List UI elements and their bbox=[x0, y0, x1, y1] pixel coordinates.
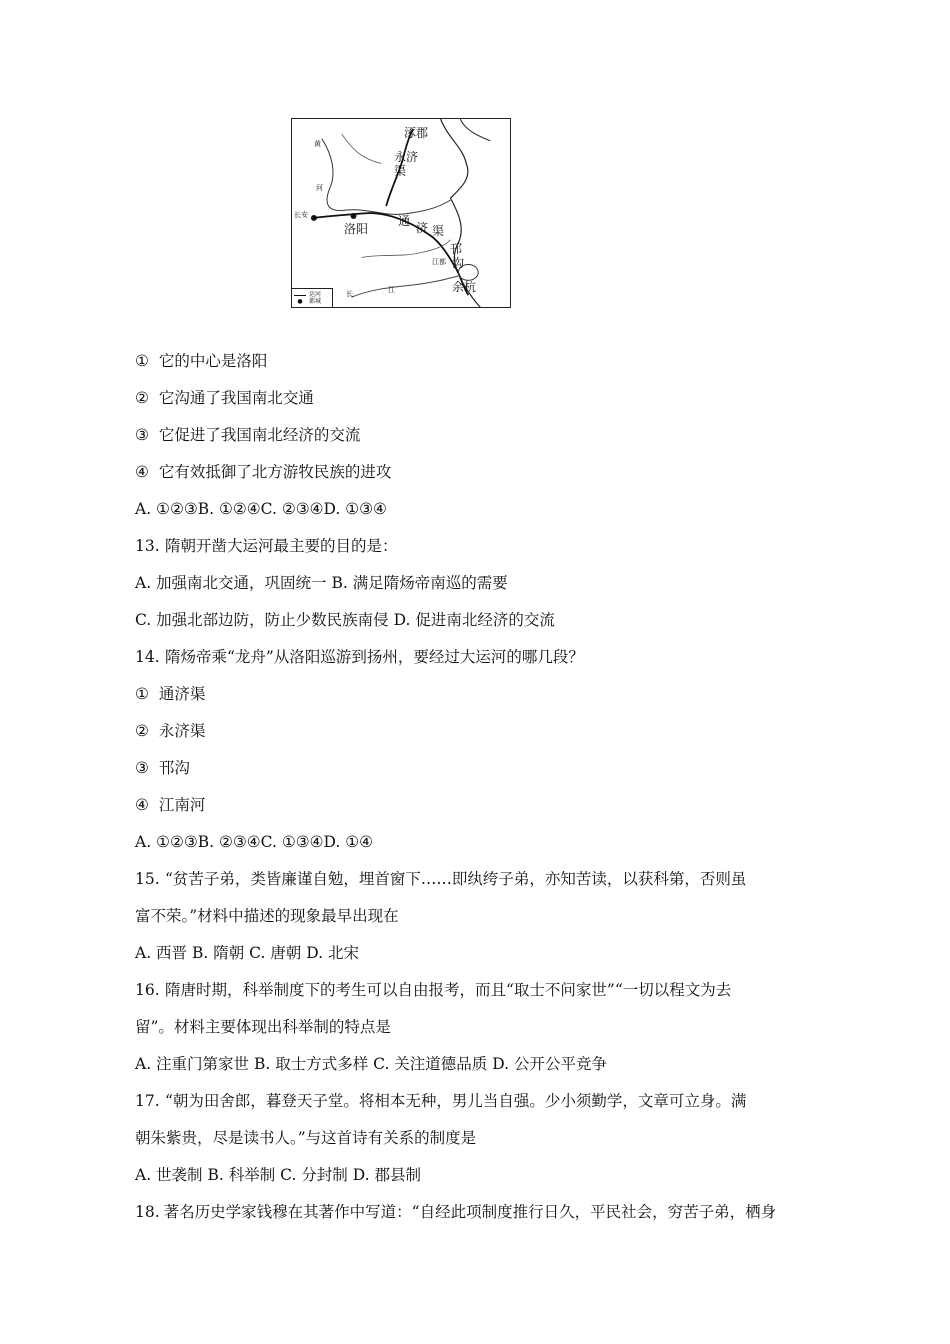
q14-answers: A. ①②③B. ②③④C. ①③④D. ①④ bbox=[135, 833, 374, 851]
map-label-tong: 通 bbox=[398, 214, 411, 228]
q17-stem-1: 17. “朝为田舍郎，暮登天子堂。将相本无种，男儿当自强。少小须勤学，文章可立身。满 bbox=[135, 1092, 747, 1110]
map-label-changan: 长安 bbox=[294, 211, 308, 219]
q13-answers-2: C. 加强北部边防，防止少数民族南侵 D. 促进南北经济的交流 bbox=[135, 611, 555, 629]
legend-canal: 运河 bbox=[294, 292, 321, 298]
map-label-luoyang: 洛阳 bbox=[344, 222, 369, 236]
q16-stem-1: 16. 隋唐时期，科举制度下的考生可以自由报考，而且“取士不问家世”“一切以程文为去 bbox=[135, 981, 732, 999]
q15-stem-1: 15. “贫苦子弟，类皆廉谨自勉，埋首窗下……即纨绔子弟，亦知苦读，以获科第，否则虽 bbox=[135, 870, 747, 888]
map-label-huang: 黄 bbox=[314, 140, 321, 148]
map-label-yuhang: 余杭 bbox=[452, 280, 477, 294]
grand-canal-map bbox=[291, 118, 511, 308]
map-label-he: 河 bbox=[316, 184, 323, 192]
map-label-gou: 沟 bbox=[452, 256, 465, 270]
q17-answers: A. 世袭制 B. 科举制 C. 分封制 D. 郡县制 bbox=[135, 1166, 421, 1184]
map-label-zhuojun: 涿郡 bbox=[404, 126, 429, 140]
q13-answers-1: A. 加强南北交通，巩固统一 B. 满足隋炀帝南巡的需要 bbox=[135, 574, 508, 592]
q14-stem: 14. 隋炀帝乘“龙舟”从洛阳巡游到扬州，要经过大运河的哪几段？ bbox=[135, 648, 584, 666]
q12-answers: A. ①②③B. ①②④C. ②③④D. ①③④ bbox=[135, 500, 387, 518]
canal-line-icon bbox=[294, 295, 306, 296]
map-label-jiangdu: 江都 bbox=[432, 258, 446, 266]
q16-stem-2: 留”。材料主要体现出科举制的特点是 bbox=[135, 1018, 391, 1036]
legend-capital: ● 都城 bbox=[294, 299, 321, 305]
q15-stem-2: 富不荣。”材料中描述的现象最早出现在 bbox=[135, 907, 399, 925]
q12-option-3: ③ 它促进了我国南北经济的交流 bbox=[135, 426, 361, 444]
map-label-qu2: 渠 bbox=[432, 224, 445, 238]
map-label-yongji: 永济 bbox=[394, 150, 419, 164]
q14-option-4: ④ 江南河 bbox=[135, 796, 206, 814]
map-label-chang: 长 bbox=[346, 290, 353, 298]
q16-answers: A. 注重门第家世 B. 取士方式多样 C. 关注道德品质 D. 公开公平竞争 bbox=[135, 1055, 607, 1073]
q13-stem: 13. 隋朝开凿大运河最主要的目的是： bbox=[135, 537, 398, 555]
q18-stem-1: 18. 著名历史学家钱穆在其著作中写道：“自经此项制度推行日久，平民社会，穷苦子弟，栖身 bbox=[135, 1203, 777, 1221]
q12-option-2: ② 它沟通了我国南北交通 bbox=[135, 389, 314, 407]
q14-option-1: ① 通济渠 bbox=[135, 685, 206, 703]
q15-answers: A. 西晋 B. 隋朝 C. 唐朝 D. 北宋 bbox=[135, 944, 359, 962]
map-label-jiang: 江 bbox=[388, 286, 395, 294]
q14-option-2: ② 永济渠 bbox=[135, 722, 206, 740]
q14-option-3: ③ 邗沟 bbox=[135, 759, 190, 777]
map-label-qu: 渠 bbox=[394, 164, 407, 178]
map-drawing bbox=[292, 119, 510, 307]
q12-option-4: ④ 它有效抵御了北方游牧民族的进攻 bbox=[135, 463, 392, 481]
map-label-han: 邗 bbox=[450, 242, 463, 256]
map-label-ji: 济 bbox=[416, 221, 429, 235]
capital-dot-icon: ● bbox=[297, 298, 303, 305]
q17-stem-2: 朝朱紫贵，尽是读书人。”与这首诗有关系的制度是 bbox=[135, 1129, 477, 1147]
q12-option-1: ① 它的中心是洛阳 bbox=[135, 352, 268, 370]
map-legend bbox=[292, 288, 333, 307]
